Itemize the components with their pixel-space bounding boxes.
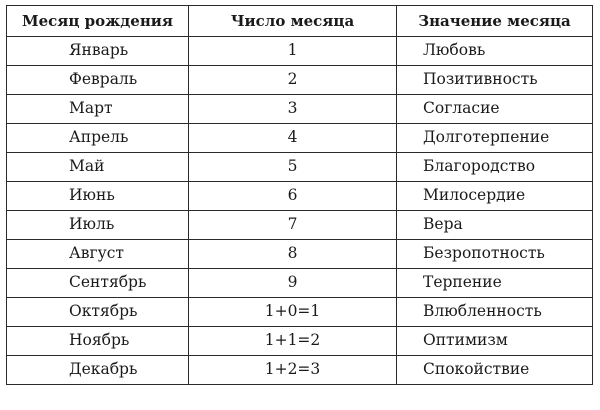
table-row [7, 240, 593, 269]
cell-meaning: Терпение [397, 269, 593, 298]
cell-meaning: Милосердие [397, 182, 593, 211]
table-row [7, 37, 593, 66]
table-row [7, 124, 593, 153]
cell-meaning: Влюбленность [397, 298, 593, 327]
header-month-meaning: Значение месяца [397, 6, 593, 37]
cell-meaning: Любовь [397, 37, 593, 66]
cell-meaning: Благородство [397, 153, 593, 182]
cell-meaning: Безропотность [397, 240, 593, 269]
cell-month: Март [7, 95, 189, 124]
cell-month: Декабрь [7, 356, 189, 385]
cell-month: Август [7, 240, 189, 269]
cell-number: 6 [189, 182, 397, 211]
cell-meaning: Спокойствие [397, 356, 593, 385]
cell-number: 4 [189, 124, 397, 153]
table-row [7, 66, 593, 95]
cell-number: 7 [189, 211, 397, 240]
cell-month: Февраль [7, 66, 189, 95]
cell-meaning: Оптимизм [397, 327, 593, 356]
table-row [7, 327, 593, 356]
cell-number: 5 [189, 153, 397, 182]
table-row [7, 211, 593, 240]
header-month-number: Число месяца [189, 6, 397, 37]
cell-month: Сентябрь [7, 269, 189, 298]
cell-meaning: Согласие [397, 95, 593, 124]
cell-month: Январь [7, 37, 189, 66]
cell-month: Ноябрь [7, 327, 189, 356]
cell-number: 2 [189, 66, 397, 95]
cell-month: Июнь [7, 182, 189, 211]
cell-meaning: Вера [397, 211, 593, 240]
month-meaning-table [6, 5, 593, 385]
cell-number: 1 [189, 37, 397, 66]
cell-number: 8 [189, 240, 397, 269]
cell-number: 1+1=2 [189, 327, 397, 356]
cell-number: 1+0=1 [189, 298, 397, 327]
cell-number: 9 [189, 269, 397, 298]
cell-month: Апрель [7, 124, 189, 153]
header-birth-month: Месяц рождения [7, 6, 189, 37]
table-row [7, 269, 593, 298]
cell-meaning: Позитивность [397, 66, 593, 95]
cell-month: Октябрь [7, 298, 189, 327]
table-row [7, 153, 593, 182]
month-meaning-table-container [6, 5, 592, 385]
cell-meaning: Долготерпение [397, 124, 593, 153]
cell-month: Май [7, 153, 189, 182]
table-row [7, 356, 593, 385]
cell-month: Июль [7, 211, 189, 240]
table-row [7, 95, 593, 124]
cell-number: 1+2=3 [189, 356, 397, 385]
table-row [7, 182, 593, 211]
table-header-row [7, 6, 593, 37]
table-row [7, 298, 593, 327]
cell-number: 3 [189, 95, 397, 124]
